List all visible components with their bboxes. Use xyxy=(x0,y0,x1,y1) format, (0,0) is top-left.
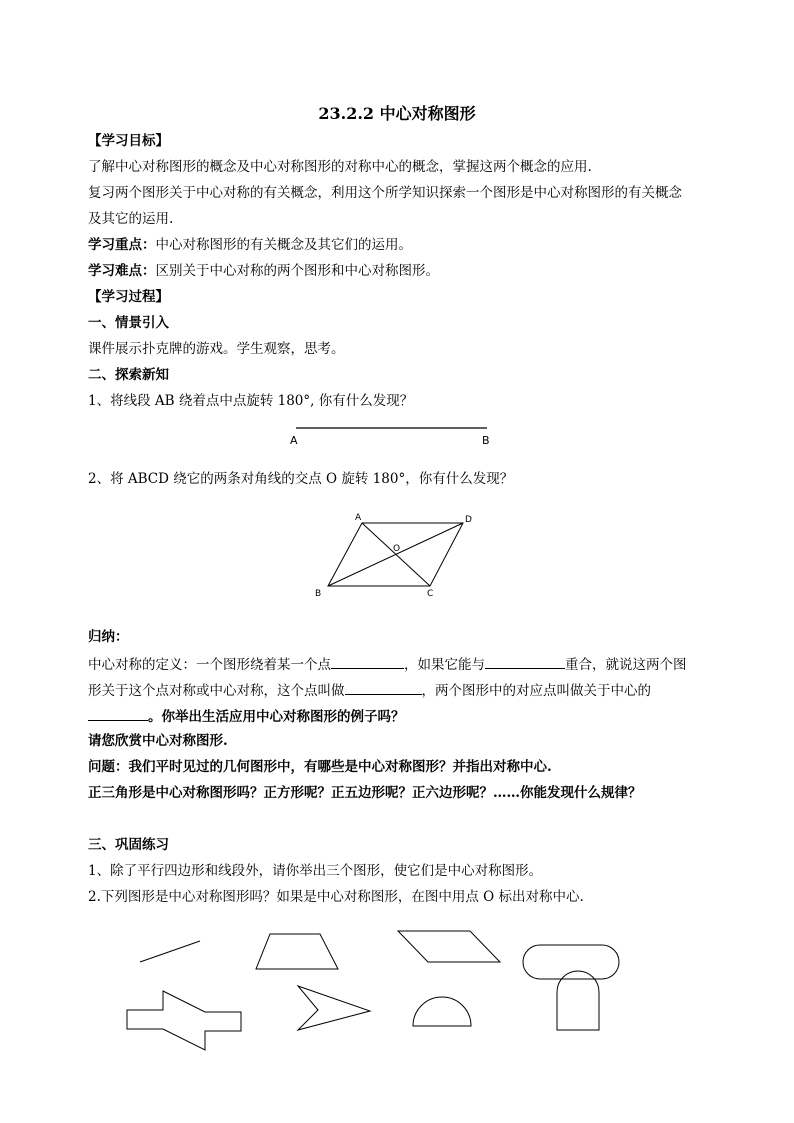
definition-line-2 xyxy=(88,680,651,700)
shape-stadium xyxy=(523,945,619,979)
diagonal-bd xyxy=(328,523,463,586)
definition-part-1: 中心对称的定义：一个图形绕着某一个点 xyxy=(88,657,331,673)
question-2: 2、将 ABCD 绕它的两条对角线的交点 O 旋转 180°，你有什么发现？ xyxy=(88,471,514,487)
shape-parallelogram xyxy=(398,931,500,962)
definition-part-3: 重合，就说这两个图 xyxy=(565,657,687,673)
shape-semicircle xyxy=(413,997,471,1026)
parallelogram-figure xyxy=(305,508,480,600)
objective-line-2b: 及其它的运用. xyxy=(88,211,174,227)
objective-line-2a: 复习两个图形关于中心对称的有关概念，利用这个所学知识探索一个图形是中心对称图形的有关概念 xyxy=(88,185,682,201)
segment-label-a: A xyxy=(290,434,298,447)
vertex-label-d: D xyxy=(465,515,472,525)
vertex-label-b: B xyxy=(315,589,322,599)
key-point-line xyxy=(88,236,412,254)
blank-1[interactable] xyxy=(331,654,404,669)
page-title: 23.2.2 中心对称图形 xyxy=(318,104,476,123)
question-1: 1、将线段 AB 绕着点中点旋转 180°, 你有什么发现？ xyxy=(88,393,414,409)
difficulty-line xyxy=(88,262,439,280)
blank-2[interactable] xyxy=(485,654,565,669)
question-line: 问题：我们平时见过的几何图形中，有哪些是中心对称图形？并指出对称中心. xyxy=(88,759,552,775)
practice-heading: 三、巩固练习 xyxy=(88,837,169,853)
key-point-text: 中心对称图形的有关概念及其它们的运用。 xyxy=(155,237,412,253)
practice-question-1: 1、除了平行四边形和线段外，请你举出三个图形，使它们是中心对称图形。 xyxy=(88,863,543,879)
section1-text: 课件展示扑克牌的游戏。学生观察，思考。 xyxy=(88,341,345,357)
section1-heading: 一、情景引入 xyxy=(88,315,169,331)
center-label-o: O xyxy=(393,544,401,554)
appreciate-line: 请您欣赏中心对称图形. xyxy=(88,733,228,749)
objective-line-1: 了解中心对称图形的概念及中心对称图形的对称中心的概念，掌握这两个概念的应用. xyxy=(88,159,592,175)
difficulty-label: 学习难点： xyxy=(88,263,156,279)
definition-part-2: ，如果它能与 xyxy=(404,657,485,673)
key-point-label: 学习重点： xyxy=(88,237,156,253)
difficulty-text: 区别关于中心对称的两个图形和中心对称图形。 xyxy=(155,263,439,279)
shape-arrow-cross xyxy=(127,991,241,1050)
segment-label-b: B xyxy=(482,434,490,447)
process-heading: 【学习过程】 xyxy=(88,289,169,305)
blank-3[interactable] xyxy=(345,680,422,695)
summary-heading: 归纳： xyxy=(88,629,129,645)
triangle-question-line: 正三角形是中心对称图形吗？正方形呢？正五边形呢？正六边形呢？……你能发现什么规律？ xyxy=(88,785,642,801)
practice-shapes xyxy=(0,910,794,1060)
definition2-part-2: ，两个图形中的对应点叫做关于中心的 xyxy=(421,683,651,699)
definition-line-3 xyxy=(88,706,405,726)
vertex-label-c: C xyxy=(427,589,434,599)
shape-segment xyxy=(140,941,200,962)
shape-arch xyxy=(557,971,599,1030)
shape-dart xyxy=(298,986,370,1030)
shape-trapezoid xyxy=(256,934,338,969)
vertex-label-a: A xyxy=(355,513,362,523)
definition3-text: 。你举出生活应用中心对称图形的例子吗？ xyxy=(148,709,405,725)
segment-ab-figure xyxy=(280,420,510,452)
definition2-part-1: 形关于这个点对称或中心对称，这个点叫做 xyxy=(88,683,345,699)
section2-heading: 二、探索新知 xyxy=(88,367,169,383)
practice-question-2: 2.下列图形是中心对称图形吗？如果是中心对称图形，在图中用点 O 标出对称中心. xyxy=(88,889,584,905)
blank-4[interactable] xyxy=(88,706,148,721)
definition-line-1 xyxy=(88,654,687,674)
objectives-heading: 【学习目标】 xyxy=(88,133,169,149)
